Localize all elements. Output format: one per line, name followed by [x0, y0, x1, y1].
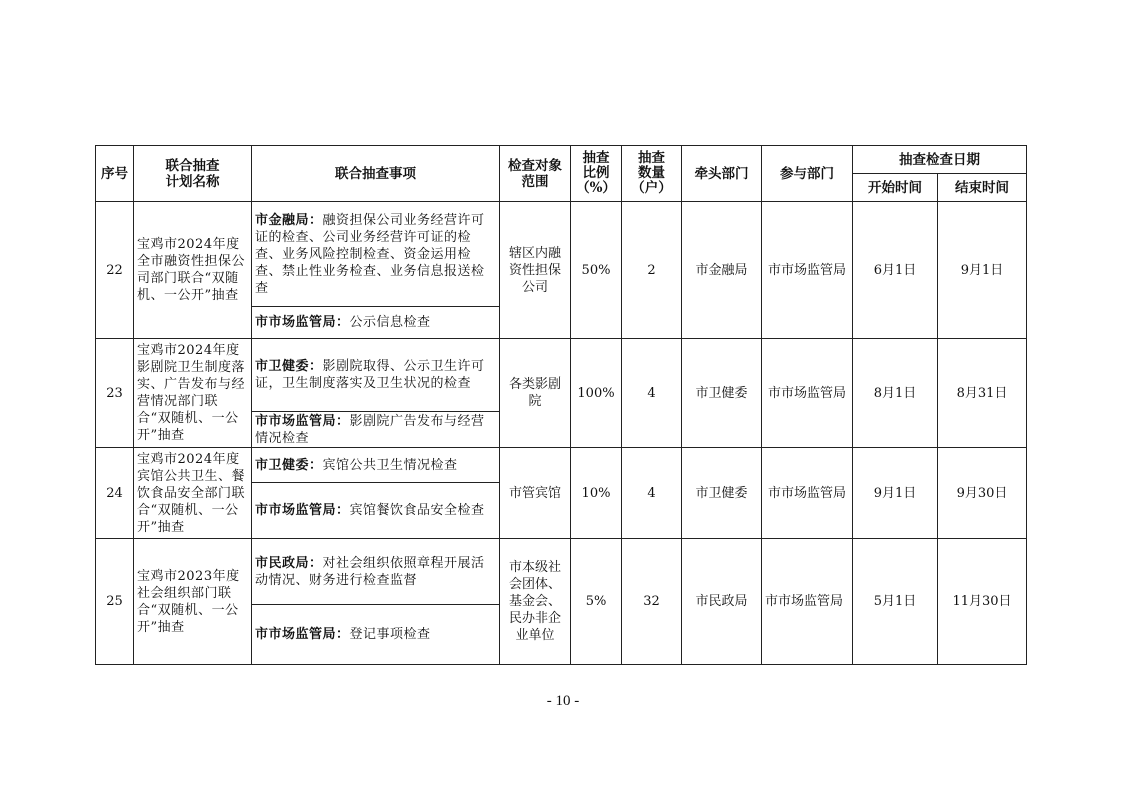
table-header — [96, 146, 1027, 202]
table-row — [96, 339, 1027, 412]
header-date-group: 抽查检查日期 — [853, 146, 1027, 174]
inspection-item — [252, 448, 500, 483]
lead-dept-cell: 市金融局 — [682, 202, 762, 339]
table-body — [96, 202, 1027, 665]
inspection-item-text: 宾馆公共卫生情况检查 — [322, 457, 458, 473]
ratio-cell: 50% — [571, 202, 622, 339]
count-cell: 2 — [622, 202, 682, 339]
inspection-item-dept: 市市场监管局： — [255, 315, 350, 330]
header-ratio: 抽查 比例 （%） — [571, 146, 622, 202]
seq-cell: 22 — [96, 202, 134, 339]
end-date-cell: 11月30日 — [938, 539, 1027, 665]
scope-cell: 辖区内融资性担保公司 — [500, 202, 571, 339]
inspection-plan-table-container — [95, 145, 1027, 665]
inspection-item — [252, 339, 500, 412]
inspection-item-dept: 市民政局： — [255, 555, 323, 571]
header-seq: 序号 — [96, 146, 134, 202]
inspection-item-text: 影剧院广告发布与经营情况检查 — [255, 413, 485, 446]
plan-name-cell: 宝鸡市2023年度社会组织部门联合“双随机、一公开”抽查 — [134, 539, 252, 665]
start-date-cell: 8月1日 — [853, 339, 938, 448]
inspection-item-text: 登记事项检查 — [349, 627, 431, 642]
seq-cell: 23 — [96, 339, 134, 448]
inspection-item-text: 宾馆餐饮食品安全检查 — [349, 503, 485, 518]
inspection-item-dept: 市市场监管局： — [255, 503, 350, 518]
inspection-item-text: 公示信息检查 — [349, 315, 431, 330]
table-row — [96, 448, 1027, 483]
end-date-cell: 9月1日 — [938, 202, 1027, 339]
count-cell: 32 — [622, 539, 682, 665]
ratio-cell: 10% — [571, 448, 622, 539]
participants-cell: 市市场监管局 — [762, 202, 853, 339]
inspection-item-dept: 市市场监管局： — [255, 627, 350, 642]
inspection-item — [252, 539, 500, 605]
lead-dept-cell: 市卫健委 — [682, 448, 762, 539]
seq-cell: 25 — [96, 539, 134, 665]
inspection-item — [252, 307, 500, 339]
header-plan-name: 联合抽查 计划名称 — [134, 146, 252, 202]
header-participants: 参与部门 — [762, 146, 853, 202]
inspection-item — [252, 605, 500, 665]
participants-cell: 市市场监管局 — [762, 539, 853, 665]
inspection-item-text: 对社会组织依照章程开展活动情况、财务进行检查监督 — [255, 555, 485, 588]
header-end: 结束时间 — [938, 174, 1027, 202]
scope-cell: 市管宾馆 — [500, 448, 571, 539]
header-items: 联合抽查事项 — [252, 146, 500, 202]
header-count: 抽查 数量 （户） — [622, 146, 682, 202]
inspection-item — [252, 483, 500, 539]
page-number: - 10 - — [546, 693, 580, 709]
count-cell: 4 — [622, 448, 682, 539]
inspection-plan-table — [95, 145, 1027, 665]
header-lead-dept: 牵头部门 — [682, 146, 762, 202]
inspection-item-text: 融资担保公司业务经营许可证的检查、公司业务经营许可证的检查、业务风险控制检查、资金运用检查、禁止性业务检查、业务信息报送检查 — [255, 212, 485, 296]
start-date-cell: 5月1日 — [853, 539, 938, 665]
inspection-item-dept: 市金融局： — [255, 212, 323, 228]
participants-cell: 市市场监管局 — [762, 448, 853, 539]
scope-cell: 市本级社会团体、基金会、民办非企业单位 — [500, 539, 571, 665]
inspection-item — [252, 202, 500, 307]
table-row — [96, 539, 1027, 605]
header-scope: 检查对象 范围 — [500, 146, 571, 202]
end-date-cell: 8月31日 — [938, 339, 1027, 448]
lead-dept-cell: 市卫健委 — [682, 339, 762, 448]
participants-cell: 市市场监管局 — [762, 339, 853, 448]
lead-dept-cell: 市民政局 — [682, 539, 762, 665]
ratio-cell: 5% — [571, 539, 622, 665]
plan-name-cell: 宝鸡市2024年度全市融资性担保公司部门联合“双随机、一公开”抽查 — [134, 202, 252, 339]
plan-name-cell: 宝鸡市2024年度影剧院卫生制度落实、广告发布与经营情况部门联合“双随机、一公开”抽查 — [134, 339, 252, 448]
plan-name-cell: 宝鸡市2024年度宾馆公共卫生、餐饮食品安全部门联合“双随机、一公开”抽查 — [134, 448, 252, 539]
start-date-cell: 9月1日 — [853, 448, 938, 539]
end-date-cell: 9月30日 — [938, 448, 1027, 539]
count-cell: 4 — [622, 339, 682, 448]
scope-cell: 各类影剧院 — [500, 339, 571, 448]
ratio-cell: 100% — [571, 339, 622, 448]
inspection-item — [252, 412, 500, 448]
table-row — [96, 202, 1027, 307]
inspection-item-dept: 市卫健委： — [255, 359, 323, 374]
header-start: 开始时间 — [853, 174, 938, 202]
inspection-item-dept: 市卫健委： — [255, 457, 323, 473]
seq-cell: 24 — [96, 448, 134, 539]
start-date-cell: 6月1日 — [853, 202, 938, 339]
inspection-item-dept: 市市场监管局： — [255, 413, 350, 429]
inspection-item-text: 影剧院取得、公示卫生许可证，卫生制度落实及卫生状况的检查 — [255, 359, 485, 391]
